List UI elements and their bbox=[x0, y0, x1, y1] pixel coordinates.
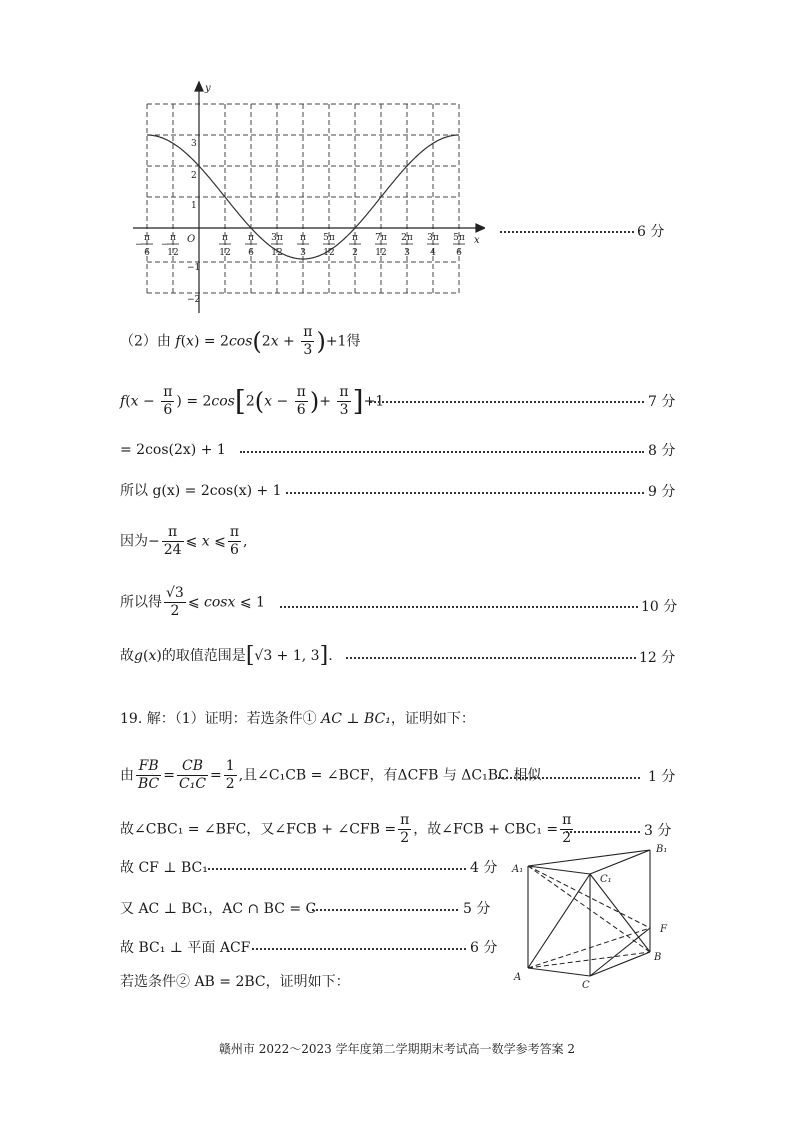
dotted-leader bbox=[280, 606, 638, 608]
line12-mid: 的取值范围是 bbox=[161, 648, 246, 664]
part2-intro-suffix: 得 bbox=[346, 333, 361, 350]
cond2-line: 若选条件② AB = 2BC，证明如下： bbox=[120, 974, 350, 990]
angle-line-a: 故∠CBC₁ = ∠BFC，又∠FCB + ∠CFB = bbox=[120, 821, 397, 838]
x-tick-denominator: 6 bbox=[456, 248, 462, 258]
x-tick-label bbox=[161, 233, 179, 258]
x-tick-label bbox=[297, 233, 309, 258]
angle-line-b: ，故∠FCB + CBC₁ = bbox=[413, 821, 559, 838]
perp-line: 故 CF ⊥ BC₁ bbox=[120, 860, 208, 876]
x-axis-label: x bbox=[474, 235, 480, 246]
formula-line-7: f(x − $\frac{\pi}{6}$ ) = 2cos[2(x − $\frac{\pi}{6}$ )+ $\frac{\pi}{3}$ ]+1 bbox=[120, 384, 385, 418]
score-1: 1 分 bbox=[648, 769, 676, 785]
dotted-leader bbox=[346, 657, 636, 659]
page-footer: 赣州市 2022～2023 学年度第二学期期末考试高一数学参考答案 2 bbox=[218, 1042, 576, 1056]
because-line: 因为− $\frac{\pi}{24}$ ⩽ x ⩽ $\frac{\pi}{6}$ , bbox=[120, 524, 248, 558]
y-tick-1: 1 bbox=[191, 201, 197, 211]
dotted-leader bbox=[240, 451, 644, 453]
part2-intro: （2）由 f(x) = 2cos(2x + $\frac{\pi}{3}$ )+1得 bbox=[120, 324, 361, 358]
x-tick-numerator: 5π bbox=[323, 233, 335, 243]
x-tick-numerator: π bbox=[352, 233, 358, 243]
x-tick-numerator: 7π bbox=[375, 233, 387, 243]
x-tick-numerator: 2π bbox=[401, 233, 413, 243]
edge-CF bbox=[590, 928, 650, 976]
label-B1: B₁ bbox=[656, 844, 668, 855]
y-tick-2: 2 bbox=[191, 171, 197, 181]
label-B: B bbox=[654, 952, 662, 963]
x-tick-label bbox=[135, 233, 153, 258]
plane-line: 故 BC₁ ⊥ 平面 ACF bbox=[120, 940, 251, 956]
x-tick-denominator: 2 bbox=[352, 248, 358, 258]
formula-line-12: 故g(x)的取值范围是[√3 + 1, 3]. bbox=[120, 643, 333, 668]
edge-C1B bbox=[590, 874, 650, 952]
similar-mid: ,且∠C₁CB = ∠BCF，有 bbox=[238, 767, 398, 784]
x-tick-numerator: 3π bbox=[271, 233, 283, 243]
label-A: A bbox=[514, 972, 522, 983]
x-tick-label bbox=[453, 233, 465, 258]
score-6: 6 分 bbox=[637, 224, 665, 240]
y-axis-arrow bbox=[195, 82, 203, 91]
dotted-leader bbox=[370, 401, 644, 403]
label-C: C bbox=[582, 980, 590, 991]
score-12: 12 分 bbox=[639, 650, 676, 666]
score-5: 5 分 bbox=[463, 901, 491, 917]
angle-line: 故∠CBC₁ = ∠BFC，又∠FCB + ∠CFB = $\frac{\pi}{2}$ ，故∠FCB + CBC₁ = $\frac{\pi}{2}$ bbox=[120, 812, 572, 846]
edge-AB-hidden bbox=[528, 952, 650, 968]
x-tick-numerator: 3π bbox=[427, 233, 439, 243]
part2-intro-prefix: （2）由 bbox=[120, 333, 171, 350]
prism-figure bbox=[510, 836, 675, 991]
x-tick-numerator: π bbox=[300, 233, 306, 243]
x-tick-denominator: 4 bbox=[430, 248, 436, 258]
x-tick-label bbox=[245, 233, 257, 258]
formula-line-10: 所以得 $\frac{√3}{2}$ ⩽ cosx ⩽ 1 bbox=[120, 585, 265, 619]
x-tick-label bbox=[401, 233, 413, 258]
formula-line-8: = 2cos(2x) + 1 bbox=[120, 442, 226, 458]
x-tick-numerator: π bbox=[170, 233, 176, 243]
edge-AF-hidden bbox=[528, 928, 650, 968]
x-tick-denominator: 3 bbox=[404, 248, 410, 258]
x-tick-numerator: π bbox=[222, 233, 228, 243]
edge-A1B-hidden bbox=[528, 866, 650, 952]
x-tick-denominator: 12 bbox=[167, 248, 179, 258]
similar-prefix: 由 bbox=[120, 767, 134, 784]
x-tick-minus: − bbox=[161, 240, 169, 250]
score-9: 9 分 bbox=[648, 484, 676, 500]
cosine-graph bbox=[125, 78, 485, 318]
score-10: 10 分 bbox=[641, 599, 678, 615]
x-tick-denominator: 12 bbox=[375, 248, 387, 258]
x-tick-minus: − bbox=[135, 240, 143, 250]
line10-prefix: 所以得 bbox=[120, 594, 162, 611]
x-tick-denominator: 12 bbox=[271, 248, 283, 258]
line9-formula: g(x) = 2cos(x) + 1 bbox=[152, 483, 282, 499]
edge-A1B1 bbox=[528, 850, 650, 866]
similar-tail: ΔCFB 与 ΔC₁BC 相似 bbox=[397, 767, 542, 784]
q19-head: 19. 解：（1）证明：若选条件① bbox=[120, 711, 317, 727]
score-4: 4 分 bbox=[470, 860, 498, 876]
dotted-leader bbox=[286, 492, 644, 494]
x-tick-label bbox=[323, 233, 335, 258]
x-tick-denominator: 3 bbox=[300, 248, 306, 258]
x-axis-arrow bbox=[476, 224, 485, 232]
x-tick-label bbox=[349, 233, 361, 258]
dotted-leader bbox=[312, 909, 458, 911]
dotted-leader bbox=[498, 777, 640, 779]
edge-AC1 bbox=[528, 874, 590, 968]
x-tick-denominator: 6 bbox=[248, 248, 254, 258]
because-prefix: 因为 bbox=[120, 533, 148, 550]
x-tick-numerator: π bbox=[144, 233, 150, 243]
score-3: 3 分 bbox=[644, 823, 672, 839]
x-tick-label bbox=[219, 233, 231, 258]
formula-line-9 bbox=[120, 481, 282, 501]
line12-prefix: 故 bbox=[120, 648, 134, 664]
label-C1: C₁ bbox=[600, 874, 612, 885]
label-A1: A₁ bbox=[512, 864, 524, 875]
dotted-leader bbox=[500, 231, 634, 233]
y-axis-label: y bbox=[205, 83, 211, 94]
x-tick-labels bbox=[135, 233, 465, 258]
x-tick-denominator: 6 bbox=[144, 248, 150, 258]
dotted-leader bbox=[252, 948, 466, 950]
x-tick-label bbox=[375, 233, 387, 258]
x-tick-label bbox=[427, 233, 439, 258]
similar-line: 由 $\frac{FB}{BC}$ = $\frac{CB}{\text{C₁C}}$ = $\frac{1}{2}$ ,且∠C₁CB = ∠BCF，有ΔCFB 与 ΔC₁BC 相似 bbox=[120, 758, 542, 792]
q19-heading bbox=[120, 709, 475, 729]
x-tick-denominator: 12 bbox=[219, 248, 231, 258]
q19-head-formula: AC ⊥ BC₁ bbox=[321, 711, 391, 727]
y-tick-3: 3 bbox=[191, 139, 197, 149]
q19-head-tail: ，证明如下： bbox=[390, 711, 475, 727]
edge-AC bbox=[528, 968, 590, 976]
x-tick-label bbox=[271, 233, 283, 258]
score-7: 7 分 bbox=[648, 394, 676, 410]
origin-label: O bbox=[187, 234, 196, 245]
y-tick-neg2: −2 bbox=[187, 295, 201, 305]
dotted-leader bbox=[566, 831, 640, 833]
x-tick-denominator: 12 bbox=[323, 248, 335, 258]
dotted-leader bbox=[208, 868, 466, 870]
x-tick-numerator: π bbox=[248, 233, 254, 243]
line9-prefix: 所以 bbox=[120, 483, 148, 499]
y-tick-neg1: −1 bbox=[187, 263, 201, 273]
label-F: F bbox=[660, 924, 667, 935]
score-8: 8 分 bbox=[648, 443, 676, 459]
score-6b: 6 分 bbox=[470, 940, 498, 956]
x-tick-numerator: 5π bbox=[453, 233, 465, 243]
and-line: 又 AC ⊥ BC₁，AC ∩ BC = C bbox=[120, 901, 317, 917]
